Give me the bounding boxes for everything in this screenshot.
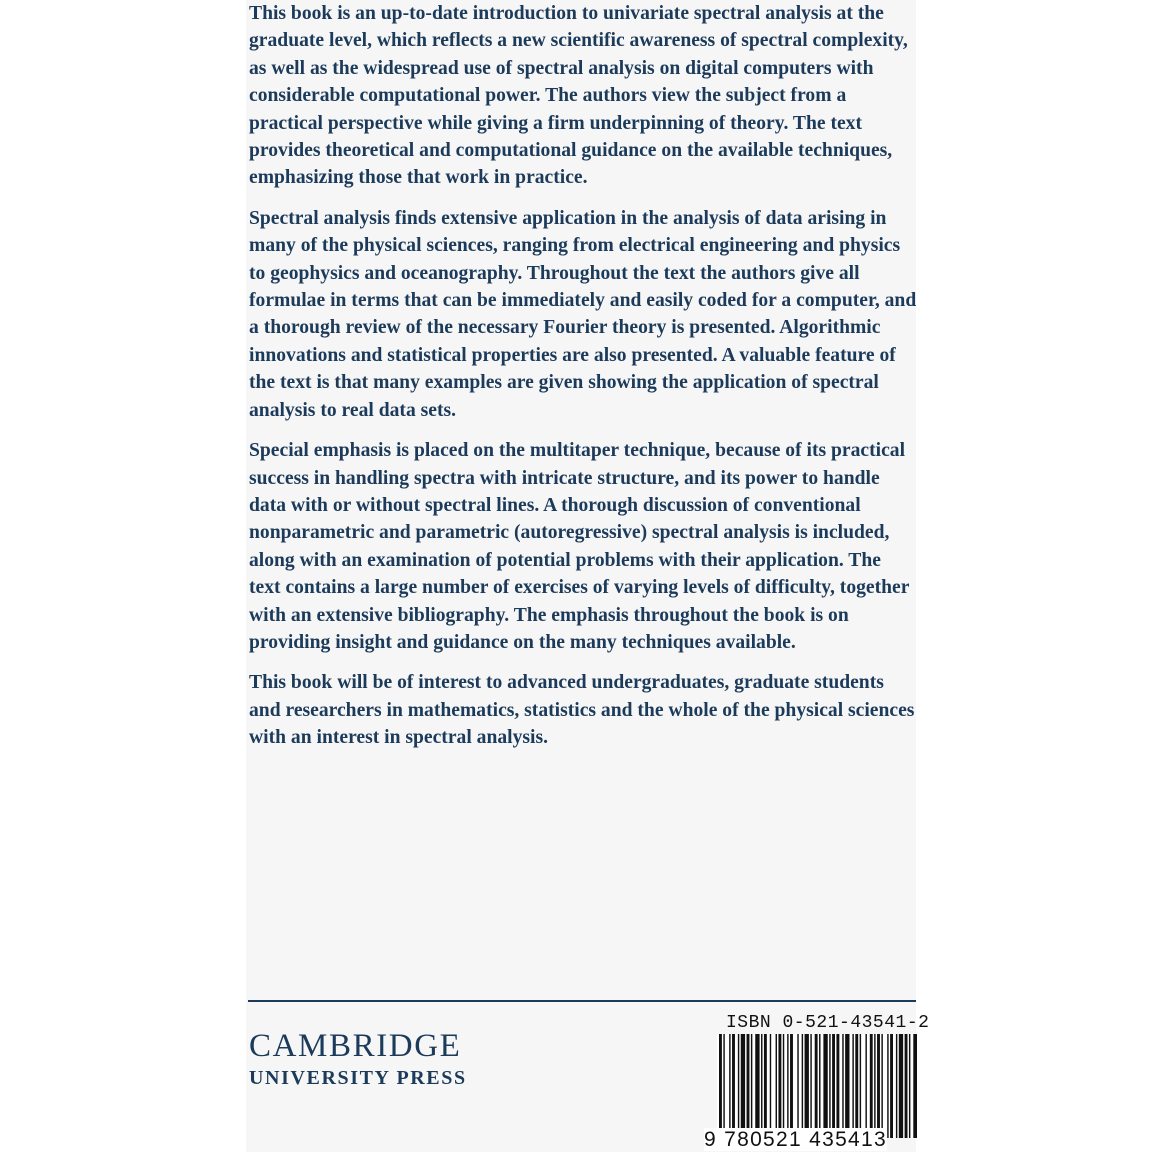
barcode-bar <box>815 1034 818 1138</box>
barcode-bar <box>899 1034 903 1138</box>
blurb-paragraph-2: Spectral analysis finds extensive application in the analysis of data arising in many of the physical sciences, ranging from electrical engineering and physics to geophysics and oceanography. Throughout the text the authors give all formulae in terms that can be immediately and easily coded for a computer, and a thorough review of the necessary Fourier theory is presented. Algorithmic innovations and statistical properties are also presented. A valuable feature of the text is that many examples are given showing the application of spectral analysis to real data sets. <box>249 207 917 421</box>
barcode-bars <box>717 1034 917 1138</box>
barcode-bar <box>783 1034 784 1138</box>
barcode-bar <box>787 1034 788 1138</box>
blurb-text <box>249 0 917 765</box>
barcode-bar <box>802 1034 803 1138</box>
barcode-bar <box>877 1034 880 1138</box>
barcode-bar <box>776 1034 777 1138</box>
barcode-bar <box>890 1034 893 1138</box>
barcode-bar <box>723 1034 724 1138</box>
barcode-bar <box>823 1034 827 1138</box>
barcode-bar <box>719 1034 722 1138</box>
barcode-bar <box>770 1034 771 1138</box>
barcode-bar <box>755 1034 759 1138</box>
barcode-digits-text: 9 780521 435413 <box>704 1128 887 1151</box>
isbn-label: ISBN 0-521-43541-2 <box>726 1013 930 1033</box>
publisher-subtitle: UNIVERSITY PRESS <box>249 1067 467 1089</box>
barcode-bar <box>836 1034 839 1138</box>
barcode-bar <box>819 1034 820 1138</box>
barcode-bar <box>860 1034 861 1138</box>
barcode-bar <box>747 1034 750 1138</box>
barcode-bar <box>855 1034 858 1138</box>
barcode-bar <box>805 1034 809 1138</box>
barcode-bar <box>764 1034 767 1138</box>
publisher-logo <box>249 1030 467 1088</box>
divider-rule <box>248 1000 916 1002</box>
barcode-bar <box>881 1034 882 1138</box>
barcode-bar <box>761 1034 762 1138</box>
barcode-bar <box>829 1034 830 1138</box>
barcode-bar <box>845 1034 849 1138</box>
barcode-bar <box>887 1034 888 1138</box>
barcode <box>717 1034 917 1138</box>
barcode-bar <box>729 1034 730 1138</box>
barcode-bar <box>790 1034 793 1138</box>
barcode-digits <box>704 1128 919 1152</box>
barcode-bar <box>905 1034 908 1138</box>
barcode-bar <box>732 1034 735 1138</box>
barcode-bar <box>896 1034 897 1138</box>
barcode-bar <box>741 1034 745 1138</box>
blurb-paragraph-3: Special emphasis is placed on the multitaper technique, because of its practical success in handling spectra with intricate structure, and its power to handle data with or without spectral lines. A thorough discussion of conventional nonparametric and parametric (autoregressive) spectral analysis is included, along with an examination of potential problems with their application. The text contains a large number of exercises of varying levels of difficulty, together with an extensive bibliography. The emphasis throughout the book is on providing insight and guidance on the many techniques available. <box>249 440 910 653</box>
barcode-bar <box>751 1034 752 1138</box>
barcode-bar <box>865 1034 866 1138</box>
barcode-bar <box>842 1034 843 1138</box>
publisher-name: CAMBRIDGE <box>249 1028 462 1064</box>
barcode-bar <box>913 1034 917 1138</box>
blurb-paragraph-4: This book will be of interest to advanced undergraduates, graduate students and researchers in mathematics, statistics and the whole of the physical sciences with an interest in spectral analysis. <box>249 672 915 749</box>
barcode-bar <box>832 1034 835 1138</box>
barcode-bar <box>852 1034 853 1138</box>
blurb-paragraph-1: This book is an up-to-date introduction to univariate spectral analysis at the graduate level, which reflects a new scientific awareness of spectral complexity, as well as the widespread use of spectral analysis on digital computers with considerable computational power. The authors view the subject from a practical perspective while giving a firm underpinning of theory. The text provides theoretical and computational guidance on the available techniques, emphasizing those that work in practice. <box>249 3 908 189</box>
barcode-bar <box>797 1034 798 1138</box>
barcode-bar <box>874 1034 875 1138</box>
barcode-bar <box>810 1034 811 1138</box>
barcode-bar <box>738 1034 739 1138</box>
barcode-bar <box>909 1034 910 1138</box>
barcode-bar <box>778 1034 781 1138</box>
barcode-bar <box>870 1034 873 1138</box>
